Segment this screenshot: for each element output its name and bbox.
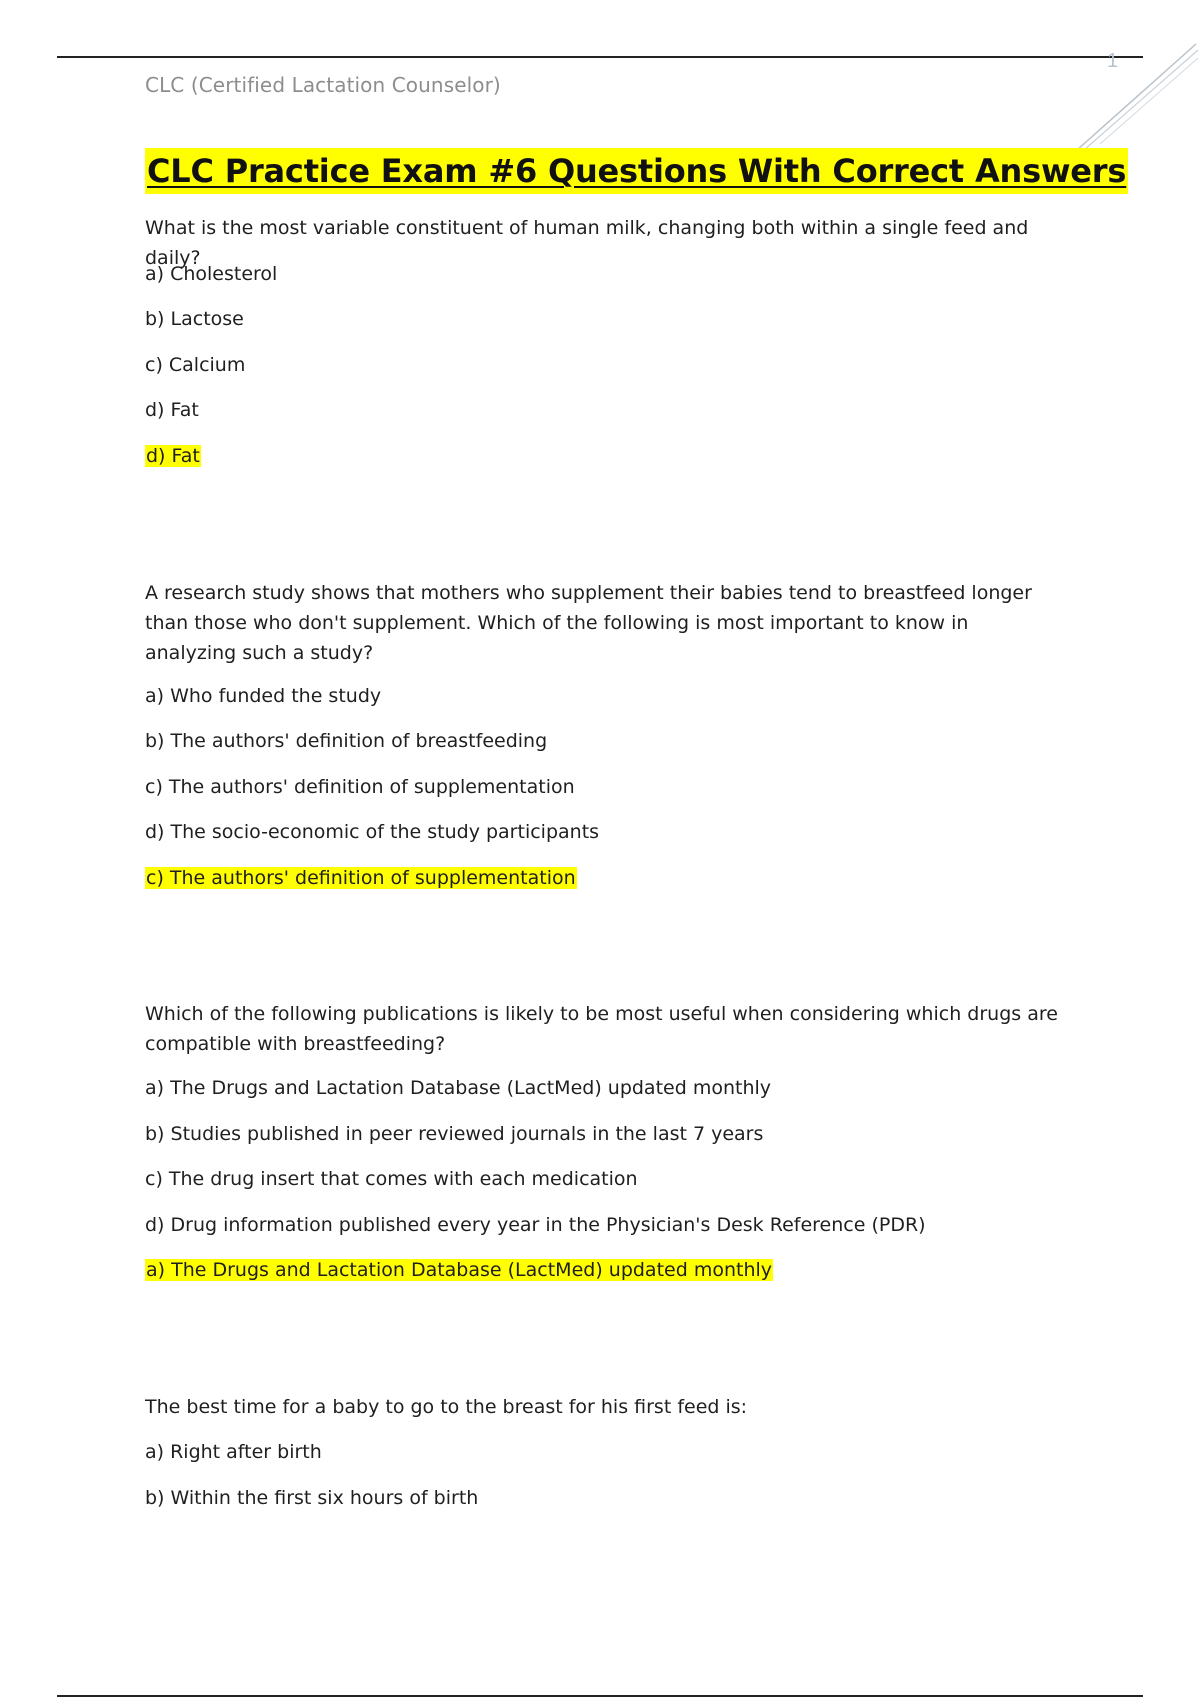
question-3-option-a: a) The Drugs and Lactation Database (LactMed) updated monthly: [145, 1077, 772, 1099]
bottom-rule: [57, 1695, 1143, 1697]
page-title: CLC Practice Exam #6 Questions With Correct Answers: [145, 148, 1128, 194]
question-1-option-d: d) Fat: [145, 399, 199, 421]
question-2-option-d: d) The socio-economic of the study participants: [145, 821, 600, 843]
correct-answer-highlight: c) The authors' definition of supplementation: [146, 867, 576, 889]
question-3-answer: [145, 1256, 773, 1284]
page-number: 1: [1107, 50, 1119, 72]
question-1-answer: [145, 442, 201, 470]
question-1-option-a: a) Cholesterol: [145, 263, 278, 285]
question-1-text: [145, 213, 1060, 273]
question-4-text: [145, 1392, 1060, 1422]
question-3-option-b: b) Studies published in peer reviewed journals in the last 7 years: [145, 1123, 764, 1145]
question-4-option-b: b) Within the first six hours of birth: [145, 1487, 479, 1509]
question-text: What is the most variable constituent of human milk, changing both within a single feed and daily?: [145, 217, 1029, 269]
question-2-option-b: b) The authors' definition of breastfeeding: [145, 730, 548, 752]
question-2-option-c: c) The authors' definition of supplementation: [145, 776, 575, 798]
question-1-option-b: b) Lactose: [145, 308, 244, 330]
question-text: The best time for a baby to go to the breast for his first feed is:: [145, 1396, 748, 1418]
question-3-text: [145, 999, 1060, 1059]
correct-answer-highlight: a) The Drugs and Lactation Database (LactMed) updated monthly: [146, 1259, 773, 1281]
question-3-option-d: d) Drug information published every year in the Physician's Desk Reference (PDR): [145, 1214, 926, 1236]
question-text: Which of the following publications is likely to be most useful when considering which drugs are compatible with breastfeeding?: [145, 1003, 1058, 1055]
document-header: CLC (Certified Lactation Counselor): [145, 73, 501, 97]
correct-answer-highlight: d) Fat: [146, 445, 200, 467]
question-1-option-c: c) Calcium: [145, 354, 246, 376]
question-3-option-c: c) The drug insert that comes with each medication: [145, 1168, 638, 1190]
question-4-option-a: a) Right after birth: [145, 1441, 322, 1463]
question-text: A research study shows that mothers who supplement their babies tend to breastfeed longer than those who don't supplement. Which of the following is most important to know in analyzing such a study?: [145, 582, 1032, 664]
question-2-option-a: a) Who funded the study: [145, 685, 382, 707]
question-2-answer: [145, 864, 577, 892]
top-rule: [57, 56, 1143, 58]
question-2-text: [145, 578, 1060, 668]
